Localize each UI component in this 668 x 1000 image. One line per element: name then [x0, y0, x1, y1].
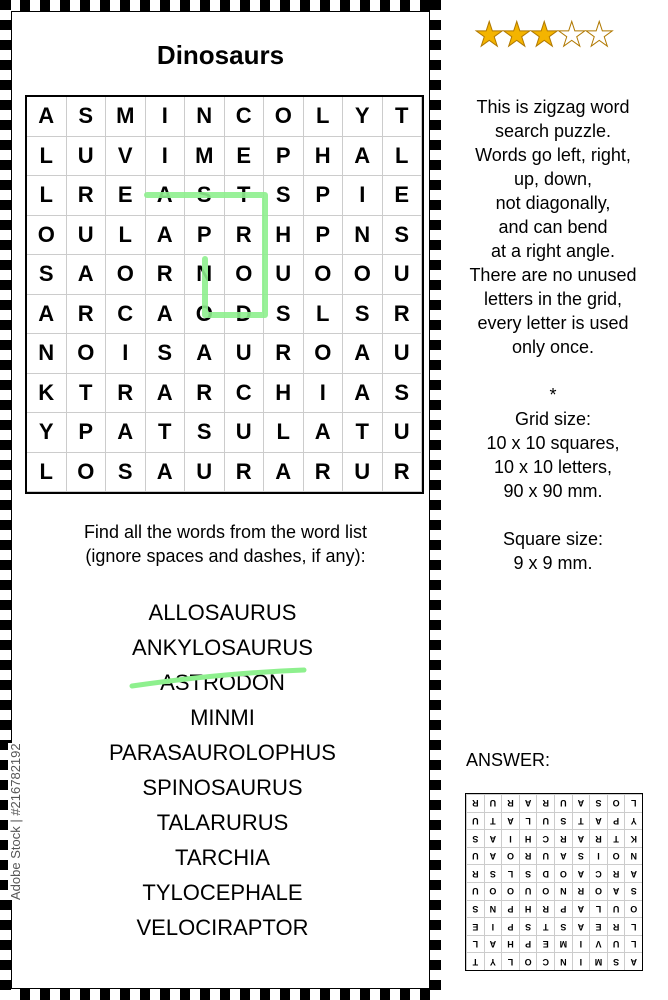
grid-cell: V — [106, 137, 146, 177]
answer-cell: S — [466, 829, 484, 847]
answer-cell: U — [466, 882, 484, 900]
rules-line: 10 x 10 letters, — [493, 457, 613, 477]
grid-cell: U — [185, 453, 225, 493]
grid-cell: S — [106, 453, 146, 493]
answer-cell: A — [572, 864, 590, 882]
grid-cell: A — [67, 255, 107, 295]
difficulty-rating — [474, 18, 611, 52]
rules-text — [448, 95, 658, 575]
answer-cell: S — [519, 864, 537, 882]
answer-cell: A — [607, 882, 625, 900]
answer-cell: A — [501, 812, 519, 830]
grid-cell: T — [225, 176, 265, 216]
grid-cell: U — [383, 413, 423, 453]
answer-cell: U — [554, 794, 572, 812]
grid-cell: I — [343, 176, 383, 216]
grid-cell: E — [106, 176, 146, 216]
answer-cell: C — [536, 952, 554, 970]
word-list-item: TALARURUS — [156, 810, 289, 835]
answer-cell: T — [572, 812, 590, 830]
grid-cell: P — [185, 216, 225, 256]
answer-cell: S — [572, 847, 590, 865]
grid-cell: L — [304, 295, 344, 335]
checkered-border-bottom — [0, 989, 441, 1000]
answer-cell: H — [519, 900, 537, 918]
answer-cell: O — [607, 847, 625, 865]
answer-cell: M — [554, 935, 572, 953]
grid-cell: N — [27, 334, 67, 374]
answer-cell: A — [484, 847, 502, 865]
grid-cell: O — [343, 255, 383, 295]
answer-cell: D — [536, 864, 554, 882]
grid-cell: A — [27, 295, 67, 335]
grid-cell: H — [304, 137, 344, 177]
rules-line — [448, 359, 658, 383]
answer-cell: S — [624, 882, 642, 900]
word-list-item: TARCHIA — [175, 845, 270, 870]
grid-cell: L — [27, 176, 67, 216]
answer-cell: R — [536, 900, 554, 918]
grid-cell: N — [343, 216, 383, 256]
grid-cell: L — [106, 216, 146, 256]
answer-cell: T — [607, 829, 625, 847]
rules-line: every letter is used — [477, 313, 629, 333]
grid-cell: L — [304, 97, 344, 137]
grid-cell: A — [304, 413, 344, 453]
answer-cell: A — [484, 829, 502, 847]
grid-cell: O — [67, 453, 107, 493]
answer-cell: Y — [624, 812, 642, 830]
grid-cell: U — [343, 453, 383, 493]
grid-cell: K — [27, 374, 67, 414]
grid-cell: P — [304, 216, 344, 256]
grid-cell: H — [264, 216, 304, 256]
answer-cell: P — [501, 917, 519, 935]
answer-cell: L — [624, 794, 642, 812]
answer-cell: U — [607, 935, 625, 953]
grid-cell: R — [146, 255, 186, 295]
answer-cell: A — [572, 917, 590, 935]
rules-line — [448, 503, 658, 527]
star-empty-icon: ★ — [583, 16, 612, 54]
grid-cell: L — [27, 137, 67, 177]
grid-cell: U — [383, 334, 423, 374]
answer-cell: T — [484, 812, 502, 830]
answer-cell: S — [554, 812, 572, 830]
answer-cell: R — [501, 794, 519, 812]
grid-cell: I — [146, 97, 186, 137]
answer-cell: A — [572, 829, 590, 847]
grid-cell: U — [67, 137, 107, 177]
rules-line: 9 x 9 mm. — [513, 553, 593, 573]
grid-cell: A — [106, 413, 146, 453]
grid-cell: O — [67, 334, 107, 374]
answer-cell: O — [554, 864, 572, 882]
answer-cell: S — [554, 917, 572, 935]
answer-grid — [465, 793, 643, 971]
grid-cell: E — [225, 137, 265, 177]
grid-cell: S — [264, 176, 304, 216]
answer-cell: R — [554, 829, 572, 847]
puzzle-title: Dinosaurs — [156, 40, 285, 70]
rules-line: up, down, — [513, 169, 593, 189]
answer-cell: N — [554, 952, 572, 970]
grid-cell: U — [383, 255, 423, 295]
grid-cell: O — [106, 255, 146, 295]
answer-cell: S — [484, 864, 502, 882]
answer-cell: O — [536, 882, 554, 900]
grid-cell: R — [185, 374, 225, 414]
answer-cell: L — [501, 952, 519, 970]
answer-cell: O — [501, 882, 519, 900]
answer-cell: S — [589, 794, 607, 812]
rules-line: There are no unused — [469, 265, 637, 285]
answer-cell: A — [484, 935, 502, 953]
answer-cell: E — [536, 935, 554, 953]
grid-cell: R — [67, 295, 107, 335]
grid-cell: A — [27, 97, 67, 137]
watermark-credit: Adobe Stock | #216782192 — [8, 743, 23, 900]
answer-cell: A — [554, 847, 572, 865]
rules-line: Words go left, right, — [475, 145, 631, 165]
grid-cell: M — [106, 97, 146, 137]
answer-cell: L — [519, 812, 537, 830]
grid-cell: R — [264, 334, 304, 374]
grid-cell: A — [343, 334, 383, 374]
answer-cell: L — [589, 900, 607, 918]
grid-cell: A — [146, 176, 186, 216]
answer-cell: R — [607, 917, 625, 935]
answer-cell: C — [536, 829, 554, 847]
answer-cell: L — [624, 935, 642, 953]
answer-cell: U — [607, 900, 625, 918]
instruction-line: Find all the words from the word list — [83, 522, 368, 542]
answer-cell: O — [624, 900, 642, 918]
grid-cell: Y — [27, 413, 67, 453]
answer-cell: E — [589, 917, 607, 935]
answer-cell: N — [624, 847, 642, 865]
answer-label: ANSWER: — [466, 750, 551, 770]
word-list — [0, 595, 445, 945]
grid-cell: I — [146, 137, 186, 177]
grid-cell: S — [343, 295, 383, 335]
answer-cell: P — [554, 900, 572, 918]
word-list-item: SPINOSAURUS — [142, 775, 303, 800]
grid-cell: P — [67, 413, 107, 453]
answer-cell: N — [554, 882, 572, 900]
answer-cell: R — [466, 864, 484, 882]
rules-line: This is zigzag word — [476, 97, 630, 117]
grid-cell: M — [185, 137, 225, 177]
answer-cell: R — [466, 794, 484, 812]
grid-cell: A — [185, 334, 225, 374]
answer-cell: O — [501, 847, 519, 865]
answer-cell: L — [466, 935, 484, 953]
grid-cell: H — [264, 374, 304, 414]
answer-cell: U — [536, 812, 554, 830]
answer-cell: N — [484, 900, 502, 918]
grid-cell: L — [383, 137, 423, 177]
grid-cell: T — [383, 97, 423, 137]
grid-cell: C — [106, 295, 146, 335]
grid-cell: S — [185, 413, 225, 453]
answer-cell: V — [589, 935, 607, 953]
grid-cell: N — [185, 255, 225, 295]
grid-cell: I — [106, 334, 146, 374]
instruction-line: (ignore spaces and dashes, if any): — [85, 546, 366, 566]
answer-cell: U — [466, 812, 484, 830]
grid-cell: U — [225, 334, 265, 374]
grid-cell: R — [383, 453, 423, 493]
rules-line: not diagonally, — [495, 193, 611, 213]
answer-cell: I — [501, 829, 519, 847]
rules-line: 10 x 10 squares, — [486, 433, 620, 453]
grid-cell: S — [67, 97, 107, 137]
answer-cell: R — [536, 794, 554, 812]
answer-cell: K — [624, 829, 642, 847]
answer-cell: R — [519, 847, 537, 865]
grid-cell: T — [67, 374, 107, 414]
grid-cell: R — [225, 216, 265, 256]
answer-cell: O — [607, 794, 625, 812]
star-filled-icon: ★ — [501, 16, 529, 54]
grid-cell: S — [264, 295, 304, 335]
grid-cell: C — [225, 97, 265, 137]
answer-cell: U — [536, 847, 554, 865]
letter-grid — [25, 95, 424, 494]
star-filled-icon: ★ — [474, 16, 502, 54]
grid-cell: I — [304, 374, 344, 414]
answer-cell: S — [607, 952, 625, 970]
grid-cell: A — [343, 137, 383, 177]
rules-line: and can bend — [498, 217, 608, 237]
grid-cell: C — [225, 374, 265, 414]
answer-cell: U — [466, 847, 484, 865]
word-list-item: ANKYLOSAURUS — [132, 635, 313, 660]
checkered-border-top — [0, 0, 441, 11]
grid-cell: A — [146, 295, 186, 335]
rules-line: at a right angle. — [490, 241, 616, 261]
answer-cell: A — [624, 952, 642, 970]
grid-cell: R — [106, 374, 146, 414]
grid-cell: L — [264, 413, 304, 453]
instructions — [0, 520, 451, 568]
answer-cell: A — [519, 794, 537, 812]
word-list-item: ASTRODON — [160, 670, 285, 695]
word-strike-astrodon — [128, 664, 308, 694]
grid-cell: R — [383, 295, 423, 335]
answer-cell: L — [501, 864, 519, 882]
answer-cell: A — [572, 900, 590, 918]
grid-cell: O — [304, 334, 344, 374]
grid-cell: O — [27, 216, 67, 256]
grid-cell: O — [264, 97, 304, 137]
rules-line: Grid size: — [514, 409, 592, 429]
grid-cell: A — [343, 374, 383, 414]
grid-cell: D — [225, 295, 265, 335]
answer-cell: M — [589, 952, 607, 970]
grid-cell: P — [264, 137, 304, 177]
grid-cell: A — [264, 453, 304, 493]
grid-cell: A — [146, 453, 186, 493]
answer-cell: P — [519, 935, 537, 953]
grid-cell: S — [27, 255, 67, 295]
grid-cell: S — [383, 216, 423, 256]
grid-cell: L — [27, 453, 67, 493]
answer-cell: H — [501, 935, 519, 953]
answer-cell: T — [536, 917, 554, 935]
grid-cell: S — [185, 176, 225, 216]
rules-line: * — [549, 385, 557, 405]
star-filled-icon: ★ — [528, 16, 557, 54]
answer-cell: A — [589, 812, 607, 830]
rules-line: search puzzle. — [494, 121, 612, 141]
rules-line: only once. — [511, 337, 595, 357]
answer-cell: U — [519, 882, 537, 900]
rules-line: 90 x 90 mm. — [503, 481, 603, 501]
grid-cell: U — [67, 216, 107, 256]
answer-cell: T — [466, 952, 484, 970]
answer-cell: R — [589, 829, 607, 847]
grid-cell: Y — [343, 97, 383, 137]
answer-cell: L — [624, 917, 642, 935]
answer-cell: I — [589, 847, 607, 865]
grid-cell: U — [225, 413, 265, 453]
answer-cell: O — [589, 882, 607, 900]
grid-cell: T — [146, 413, 186, 453]
answer-cell: A — [624, 864, 642, 882]
word-list-item: PARASAUROLOPHUS — [109, 740, 336, 765]
answer-cell: Y — [484, 952, 502, 970]
grid-cell: A — [146, 216, 186, 256]
answer-cell: I — [572, 952, 590, 970]
grid-cell: O — [225, 255, 265, 295]
answer-cell: R — [572, 882, 590, 900]
grid-cell: T — [343, 413, 383, 453]
rules-line: letters in the grid, — [483, 289, 623, 309]
grid-cell: R — [304, 453, 344, 493]
grid-cell: P — [304, 176, 344, 216]
grid-cell: O — [304, 255, 344, 295]
grid-cell: S — [146, 334, 186, 374]
grid-cell: R — [67, 176, 107, 216]
grid-cell: S — [383, 374, 423, 414]
answer-cell: O — [519, 952, 537, 970]
grid-cell: R — [225, 453, 265, 493]
answer-cell: S — [466, 900, 484, 918]
word-list-item: ALLOSAURUS — [148, 600, 297, 625]
grid-cell: U — [264, 255, 304, 295]
grid-cell: O — [185, 295, 225, 335]
answer-cell: U — [484, 794, 502, 812]
grid-cell: A — [146, 374, 186, 414]
word-list-item: VELOCIRAPTOR — [136, 915, 309, 940]
answer-cell: A — [572, 794, 590, 812]
answer-cell: S — [519, 917, 537, 935]
word-list-item: TYLOCEPHALE — [142, 880, 303, 905]
grid-cell: N — [185, 97, 225, 137]
word-list-item: MINMI — [190, 705, 255, 730]
answer-cell: I — [572, 935, 590, 953]
answer-cell: C — [589, 864, 607, 882]
grid-cell: E — [383, 176, 423, 216]
answer-cell: R — [607, 864, 625, 882]
answer-cell: O — [484, 882, 502, 900]
answer-cell: E — [466, 917, 484, 935]
star-empty-icon: ★ — [556, 16, 584, 54]
answer-cell: H — [519, 829, 537, 847]
rules-line: Square size: — [502, 529, 604, 549]
answer-cell: P — [501, 900, 519, 918]
answer-cell: P — [607, 812, 625, 830]
answer-cell: I — [484, 917, 502, 935]
